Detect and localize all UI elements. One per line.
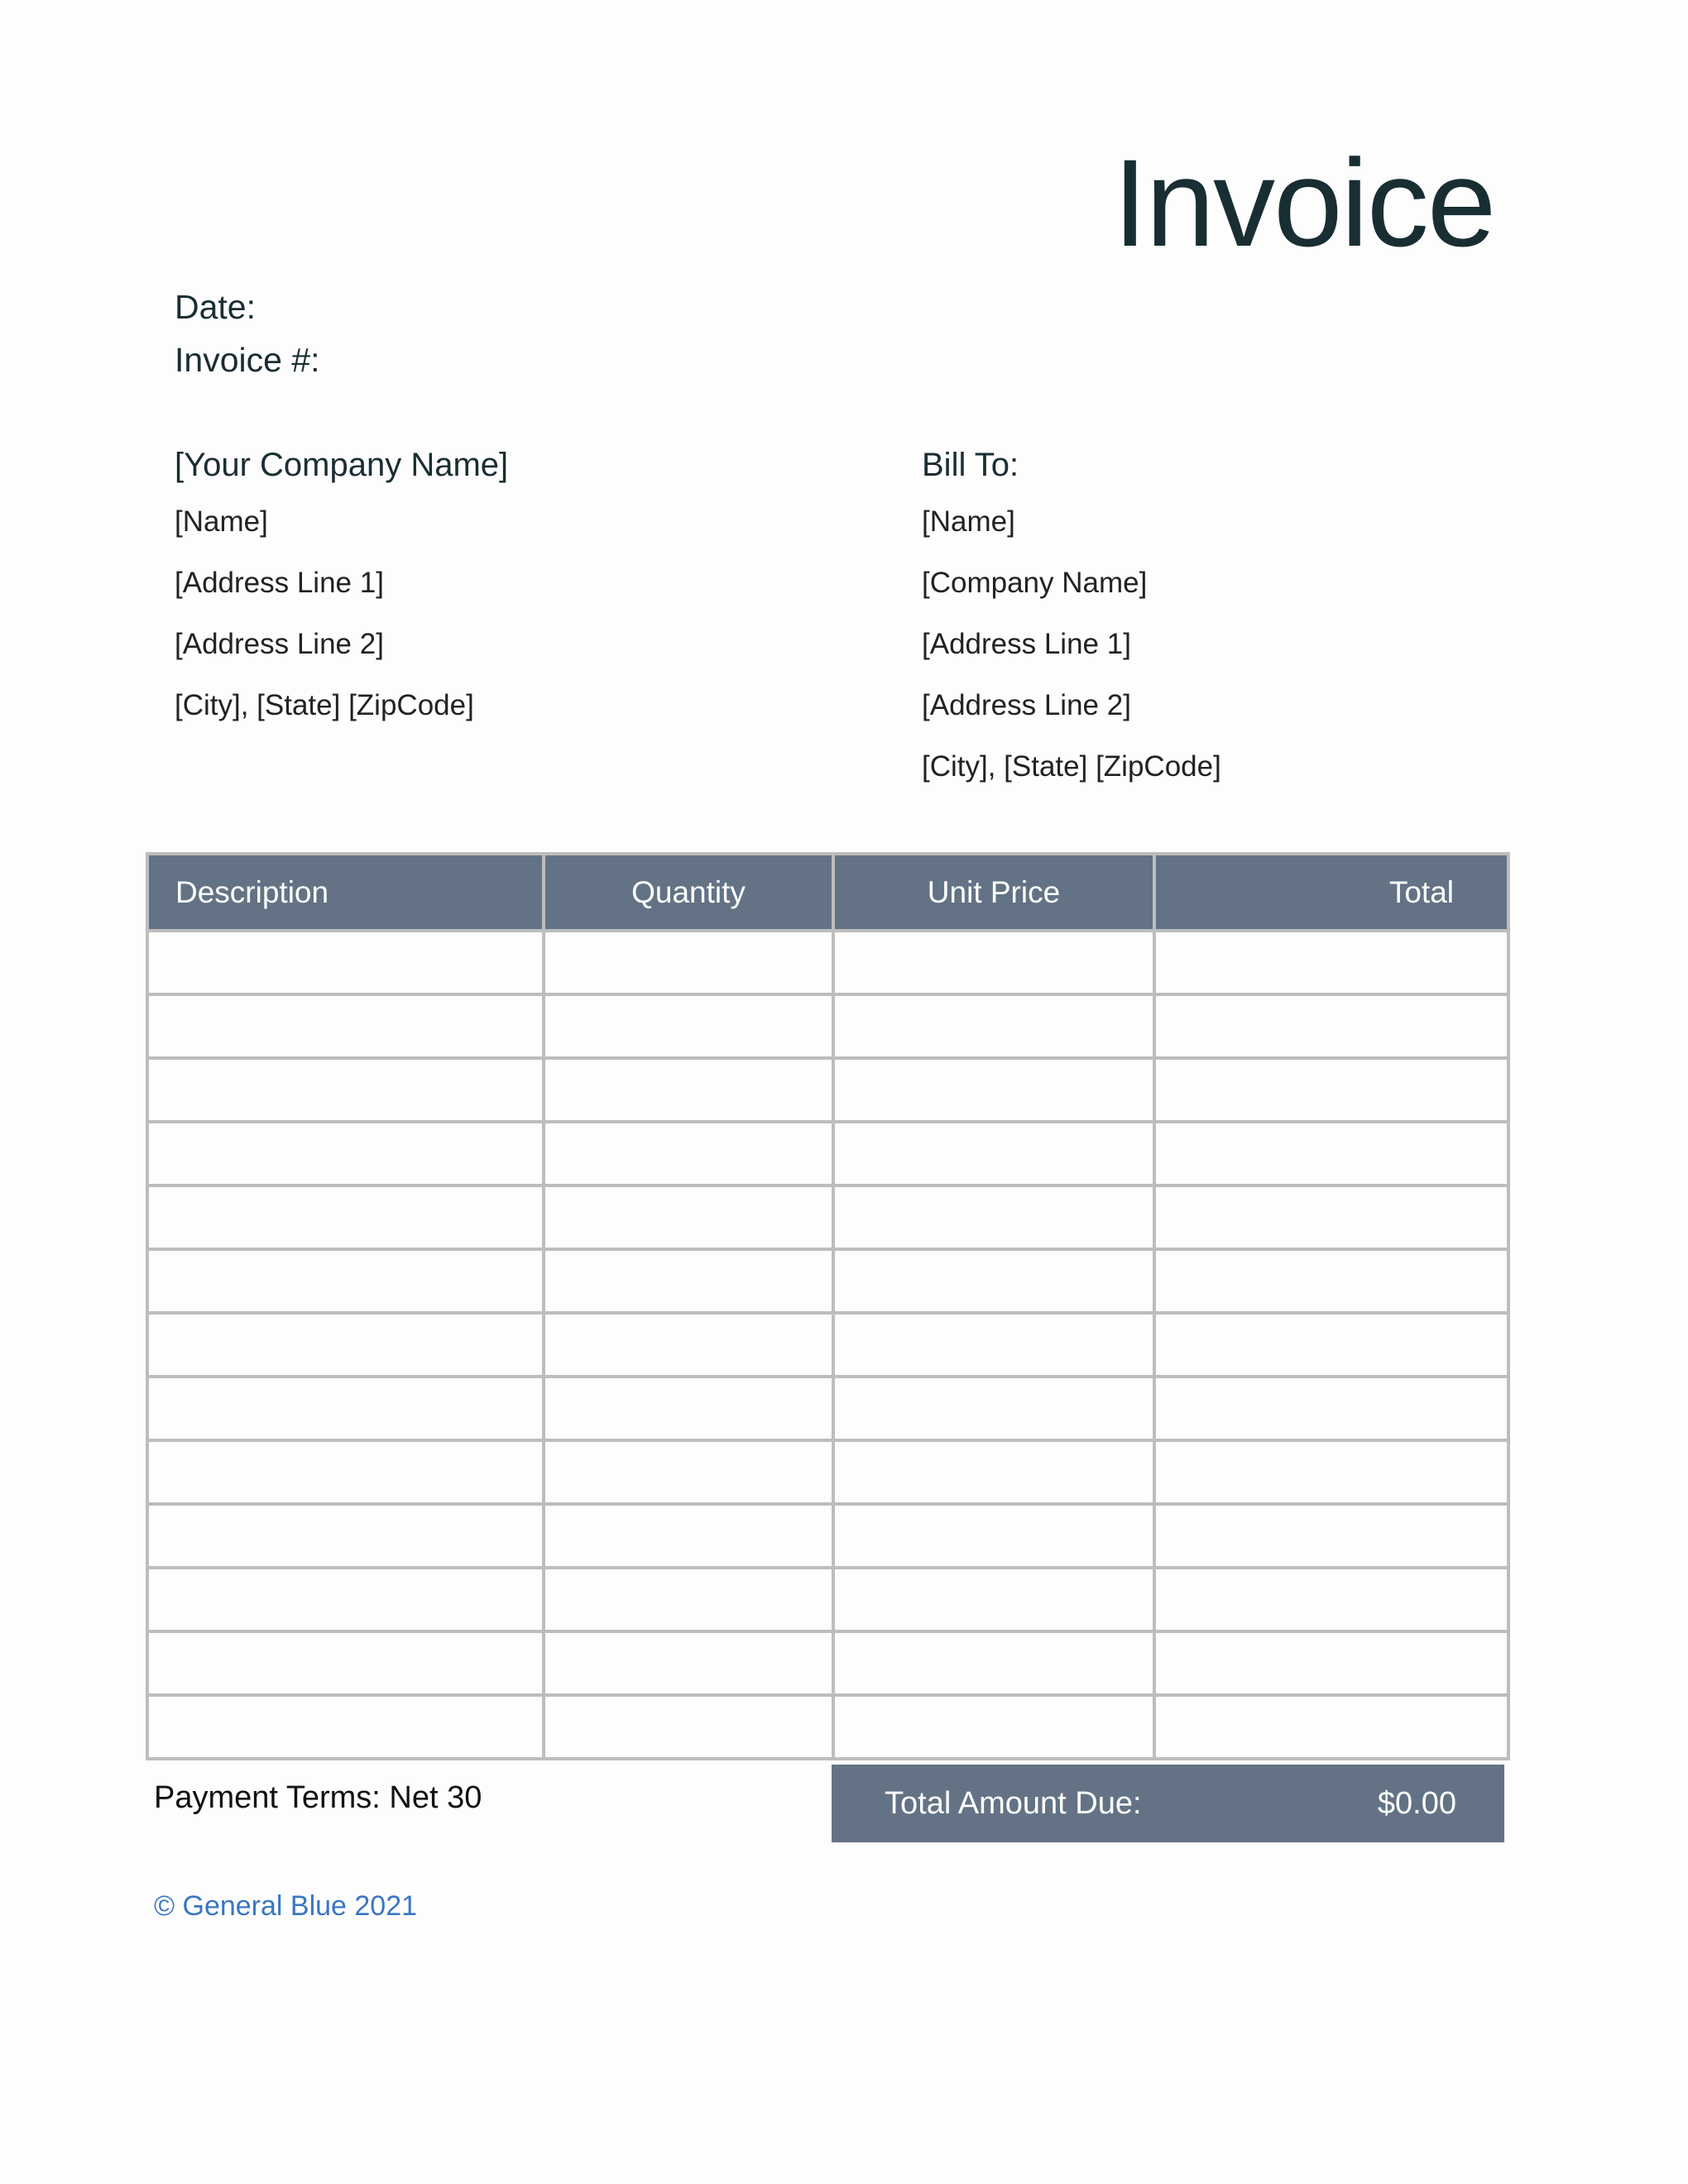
date-label: Date: [175,288,256,326]
bill-to-name: [Name] [922,505,1015,538]
table-row [147,1313,1508,1377]
table-row [147,1185,1508,1249]
sender-name: [Name] [175,505,268,538]
unit-price-cell[interactable] [833,1504,1154,1568]
table-row [147,1122,1508,1185]
total-cell[interactable] [1154,1249,1508,1313]
column-header-description: Description [147,854,544,931]
bill-to-heading: Bill To: [922,447,1019,483]
quantity-cell[interactable] [544,1568,833,1631]
table-row [147,1504,1508,1568]
sender-city-state-zip: [City], [State] [ZipCode] [175,689,474,721]
total-cell[interactable] [1154,1568,1508,1631]
bill-to-city-state-zip: [City], [State] [ZipCode] [922,750,1221,783]
unit-price-cell[interactable] [833,994,1154,1058]
total-cell[interactable] [1154,1631,1508,1695]
bill-to-address-line-1: [Address Line 1] [922,628,1131,660]
table-row [147,1377,1508,1440]
unit-price-cell[interactable] [833,1185,1154,1249]
quantity-cell[interactable] [544,931,833,994]
table-row [147,1058,1508,1122]
description-cell[interactable] [147,1631,544,1695]
column-header-quantity: Quantity [544,854,833,931]
quantity-cell[interactable] [544,1058,833,1122]
quantity-cell[interactable] [544,1313,833,1377]
total-cell[interactable] [1154,1695,1508,1759]
table-row [147,931,1508,994]
unit-price-cell[interactable] [833,1249,1154,1313]
table-row [147,1249,1508,1313]
description-cell[interactable] [147,1122,544,1185]
total-amount-due-value: $0.00 [1377,1785,1456,1821]
unit-price-cell[interactable] [833,1440,1154,1504]
total-amount-due-label: Total Amount Due: [885,1785,1142,1821]
quantity-cell[interactable] [544,1249,833,1313]
table-row [147,1568,1508,1631]
description-cell[interactable] [147,1185,544,1249]
quantity-cell[interactable] [544,1440,833,1504]
line-items-table [146,852,1510,1760]
quantity-cell[interactable] [544,1122,833,1185]
total-cell[interactable] [1154,1504,1508,1568]
quantity-cell[interactable] [544,1504,833,1568]
table-row [147,1440,1508,1504]
total-cell[interactable] [1154,994,1508,1058]
invoice-title: Invoice [1113,133,1495,272]
total-cell[interactable] [1154,1313,1508,1377]
unit-price-cell[interactable] [833,1313,1154,1377]
quantity-cell[interactable] [544,1631,833,1695]
total-cell[interactable] [1154,1440,1508,1504]
unit-price-cell[interactable] [833,1695,1154,1759]
table-row [147,1631,1508,1695]
total-cell[interactable] [1154,1185,1508,1249]
description-cell[interactable] [147,931,544,994]
total-cell[interactable] [1154,1122,1508,1185]
quantity-cell[interactable] [544,1377,833,1440]
description-cell[interactable] [147,1440,544,1504]
unit-price-cell[interactable] [833,1058,1154,1122]
sender-company-name: [Your Company Name] [175,447,509,483]
table-header-row [147,854,1508,931]
unit-price-cell[interactable] [833,1568,1154,1631]
table-row [147,1695,1508,1759]
sender-address-block [175,438,508,736]
total-cell[interactable] [1154,1377,1508,1440]
column-header-unit-price: Unit Price [833,854,1154,931]
description-cell[interactable] [147,994,544,1058]
invoice-number-label: Invoice #: [175,341,320,379]
quantity-cell[interactable] [544,994,833,1058]
total-cell[interactable] [1154,1058,1508,1122]
quantity-cell[interactable] [544,1695,833,1759]
bill-to-company: [Company Name] [922,567,1148,599]
column-header-total: Total [1154,854,1508,931]
description-cell[interactable] [147,1377,544,1440]
total-cell[interactable] [1154,931,1508,994]
description-cell[interactable] [147,1568,544,1631]
unit-price-cell[interactable] [833,1377,1154,1440]
quantity-cell[interactable] [544,1185,833,1249]
unit-price-cell[interactable] [833,1122,1154,1185]
payment-terms: Payment Terms: Net 30 [154,1780,482,1815]
description-cell[interactable] [147,1313,544,1377]
sender-address-line-1: [Address Line 1] [175,567,384,599]
unit-price-cell[interactable] [833,931,1154,994]
description-cell[interactable] [147,1695,544,1759]
total-amount-due-box [832,1765,1504,1842]
bill-to-address-line-2: [Address Line 2] [922,689,1131,721]
unit-price-cell[interactable] [833,1631,1154,1695]
description-cell[interactable] [147,1504,544,1568]
description-cell[interactable] [147,1058,544,1122]
copyright-notice: © General Blue 2021 [154,1890,418,1922]
table-row [147,994,1508,1058]
bill-to-block [922,438,1221,797]
sender-address-line-2: [Address Line 2] [175,628,384,660]
description-cell[interactable] [147,1249,544,1313]
